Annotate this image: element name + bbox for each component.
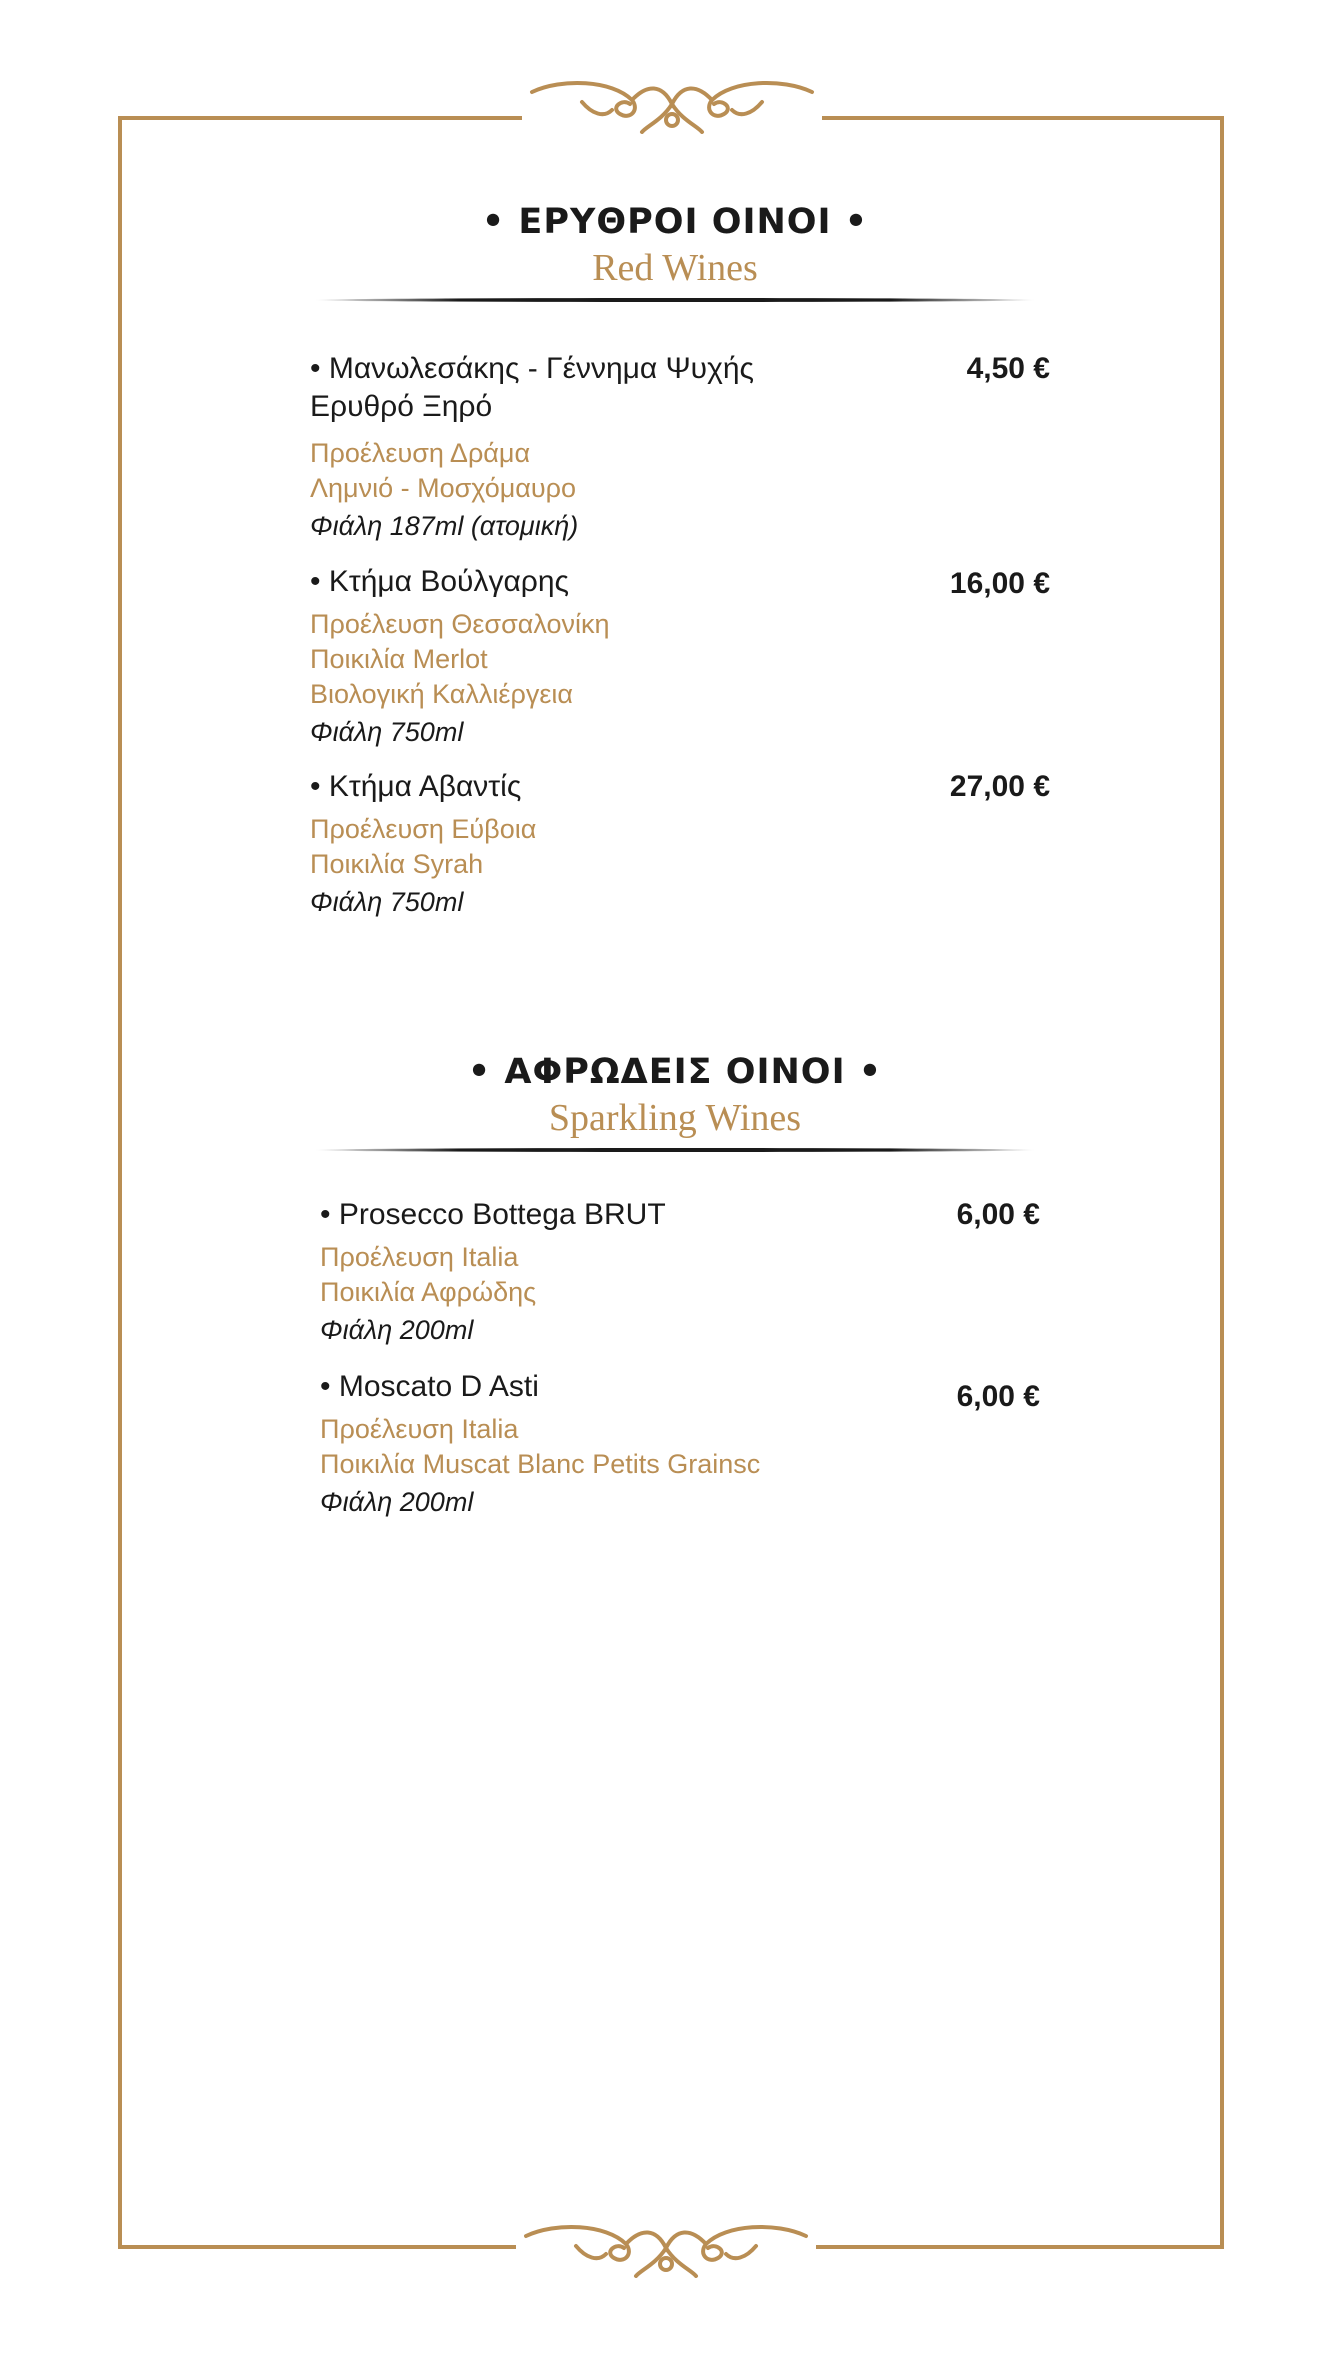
section-title-greek: • ΕΡΥΘΡΟΙ ΟΙΝΟΙ •: [481, 202, 869, 242]
wine-variety: Ποικιλία Αφρώδης: [320, 1277, 537, 1307]
section-title-english: Red Wines: [592, 247, 758, 289]
wine-origin: Προέλευση Δράμα: [310, 438, 531, 468]
wine-name: • Prosecco Bottega BRUT: [320, 1198, 666, 1231]
wine-item: [310, 768, 1050, 920]
bottom-flourish-ornament: [516, 2218, 816, 2278]
wine-origin: Προέλευση Εύβοια: [310, 814, 537, 844]
wine-name-line: • Μανωλεσάκης - Γέννημα Ψυχής: [310, 352, 754, 385]
wine-bottle-size: Φιάλη 750ml: [310, 717, 464, 747]
wine-bottle-size: Φιάλη 200ml: [320, 1315, 474, 1345]
section-divider: [315, 1148, 1035, 1152]
top-flourish-ornament: [522, 74, 822, 134]
section-divider: [315, 298, 1035, 302]
wine-price: 27,00 €: [949, 770, 1050, 803]
wine-cultivation: Βιολογική Καλλιέργεια: [310, 679, 573, 709]
wine-name: • Κτήμα Βούλγαρης: [310, 565, 569, 598]
wine-item: [310, 563, 1050, 750]
wine-price: 6,00 €: [956, 1380, 1040, 1413]
wine-origin: Προέλευση Italia: [320, 1414, 519, 1444]
wine-variety: Ποικιλία Syrah: [310, 849, 484, 879]
section-header-sparkling-wines: [310, 1050, 1040, 1152]
wine-item: [310, 350, 1050, 544]
wine-name: [310, 350, 870, 426]
wine-bottle-size: Φιάλη 200ml: [320, 1487, 474, 1517]
wine-origin: Προέλευση Italia: [320, 1242, 519, 1272]
wine-price: 6,00 €: [956, 1198, 1040, 1231]
wine-variety: Λημνιό - Μοσχόμαυρο: [310, 473, 577, 503]
wine-price: 16,00 €: [949, 567, 1050, 600]
section-header-red-wines: [310, 200, 1040, 302]
section-title-greek: • ΑΦΡΩΔΕΙΣ ΟΙΝΟΙ •: [467, 1052, 883, 1092]
wine-name: • Κτήμα Αβαντίς: [310, 770, 522, 803]
wine-bottle-size: Φιάλη 750ml: [310, 887, 464, 917]
section-title-english: Sparkling Wines: [548, 1097, 802, 1139]
wine-item: [320, 1196, 1040, 1348]
wine-item: [320, 1368, 1040, 1520]
wine-origin: Προέλευση Θεσσαλονίκη: [310, 609, 610, 639]
wine-name: • Moscato D Asti: [320, 1370, 539, 1403]
wine-variety: Ποικιλία Muscat Blanc Petits Grainsc: [320, 1449, 761, 1479]
wine-name-line: Ερυθρό Ξηρό: [310, 390, 493, 423]
wine-price: 4,50 €: [966, 352, 1050, 385]
wine-variety: Ποικιλία Merlot: [310, 644, 488, 674]
wine-bottle-size: Φιάλη 187ml (ατομική): [310, 511, 579, 541]
